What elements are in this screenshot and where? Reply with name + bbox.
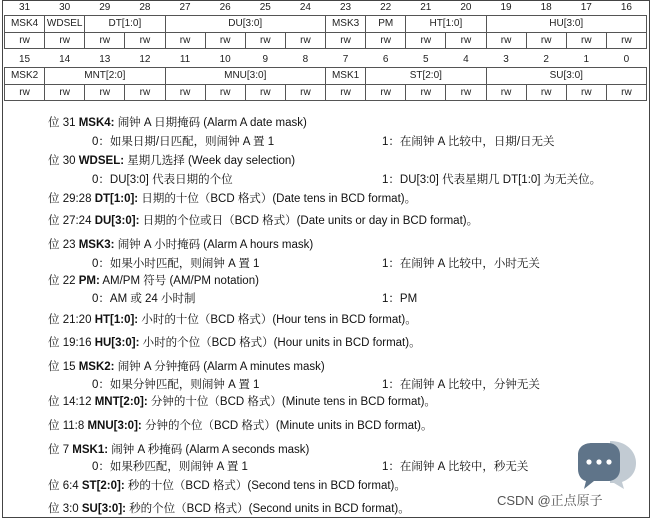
field-name: MNU[3:0]: — [87, 420, 142, 432]
access-cell: rw — [285, 33, 325, 49]
option-1: 1：DU[3:0] 代表星期几 DT[1:0] 为无关位。 — [382, 174, 602, 186]
field-name-cell: MSK4 — [5, 16, 45, 33]
bit-number-row — [5, 1, 647, 16]
field-name-cell: WDSEL — [45, 16, 85, 33]
field-name-cell: SU[3:0] — [486, 68, 647, 85]
bit-number: 17 — [580, 2, 592, 13]
register-table-high — [4, 1, 647, 49]
bit-position: 位 15 — [48, 361, 76, 373]
field-text: 小时的个位（BCD 格式）(Hour units in BCD format)。 — [142, 337, 421, 349]
bit-position: 位 11:8 — [48, 420, 85, 432]
option-1: 1：PM — [382, 293, 418, 305]
desc-msk4 — [48, 114, 307, 130]
field-name-cell: HT[1:0] — [406, 16, 486, 33]
bit-position: 位 29:28 — [48, 193, 92, 205]
field-text: 闹钟 A 小时掩码 (Alarm A hours mask) — [117, 239, 314, 251]
access-cell: rw — [486, 33, 526, 49]
access-cell: rw — [486, 85, 526, 101]
bit-number: 31 — [19, 2, 31, 13]
bit-number: 20 — [460, 2, 472, 13]
access-cell: rw — [245, 85, 285, 101]
bit-number: 16 — [620, 2, 632, 13]
access-cell: rw — [446, 33, 486, 49]
bit-number: 25 — [259, 2, 271, 13]
access-cell: rw — [245, 33, 285, 49]
bit-number: 7 — [342, 54, 349, 65]
option-1: 1：在闹钟 A 比较中，小时无关 — [382, 258, 540, 270]
field-text: 日期的个位或日（BCD 格式）(Date units or day in BCD format)。 — [142, 215, 479, 227]
desc-hu — [48, 334, 421, 350]
access-row — [5, 85, 647, 101]
desc-msk1 — [48, 441, 309, 457]
field-name-cell: ST[2:0] — [366, 68, 486, 85]
bit-number: 29 — [99, 2, 111, 13]
field-text: 闹钟 A 日期掩码 (Alarm A date mask) — [117, 117, 307, 129]
bit-number: 13 — [99, 54, 111, 65]
bit-number: 0 — [623, 54, 630, 65]
bit-number: 6 — [382, 54, 389, 65]
field-name: WDSEL: — [78, 155, 125, 167]
access-cell: rw — [45, 33, 85, 49]
field-name-cell: HU[3:0] — [486, 16, 647, 33]
bit-number: 14 — [59, 54, 71, 65]
access-cell: rw — [606, 85, 646, 101]
watermark: CSDN @正点原子 — [497, 493, 603, 508]
field-text: 闹钟 A 分钟掩码 (Alarm A minutes mask) — [117, 361, 325, 373]
access-cell: rw — [285, 85, 325, 101]
access-cell: rw — [326, 85, 366, 101]
field-name: SU[3:0]: — [81, 503, 126, 515]
access-cell: rw — [566, 85, 606, 101]
access-cell: rw — [366, 33, 406, 49]
access-cell: rw — [85, 33, 125, 49]
option-0: 0：如果日期/日匹配，则闹钟 A 置 1 — [92, 136, 275, 148]
desc-mnt — [48, 393, 436, 409]
access-cell: rw — [5, 85, 45, 101]
bit-number: 27 — [179, 2, 191, 13]
field-text: 星期几选择 (Week day selection) — [127, 155, 296, 167]
access-cell: rw — [366, 85, 406, 101]
field-name: PM: — [78, 275, 100, 287]
bit-position: 位 30 — [48, 155, 76, 167]
field-name-cell: MSK2 — [5, 68, 45, 85]
bit-number: 26 — [219, 2, 231, 13]
access-cell: rw — [165, 33, 205, 49]
field-text: 日期的十位（BCD 格式）(Date tens in BCD format)。 — [141, 193, 417, 205]
desc-dt — [48, 190, 416, 206]
bit-position: 位 23 — [48, 239, 76, 251]
bit-number: 8 — [302, 54, 309, 65]
desc-pm — [48, 272, 259, 288]
desc-su — [48, 500, 410, 516]
bit-number: 11 — [179, 54, 191, 65]
desc-st — [48, 477, 406, 493]
bit-number: 10 — [219, 54, 231, 65]
bit-number: 18 — [540, 2, 552, 13]
access-cell: rw — [406, 33, 446, 49]
access-cell: rw — [566, 33, 606, 49]
bit-number: 2 — [543, 54, 549, 65]
access-cell: rw — [45, 85, 85, 101]
option-0: 0：DU[3:0] 代表日期的个位 — [92, 174, 233, 186]
desc-wdsel — [48, 152, 295, 168]
access-cell: rw — [85, 85, 125, 101]
access-cell: rw — [606, 33, 646, 49]
field-text: 秒的十位（BCD 格式）(Second tens in BCD format)。 — [127, 480, 406, 492]
bit-position: 位 14:12 — [48, 396, 92, 408]
desc-msk2 — [48, 358, 325, 374]
bit-number: 4 — [463, 54, 469, 65]
access-row — [5, 33, 647, 49]
field-name: MSK4: — [78, 117, 115, 129]
bit-number: 21 — [420, 2, 432, 13]
desc-mnu — [48, 417, 433, 433]
bit-number: 12 — [139, 54, 151, 65]
access-cell: rw — [446, 85, 486, 101]
bit-position: 位 31 — [48, 117, 76, 129]
bit-number: 23 — [340, 2, 352, 13]
access-cell: rw — [5, 33, 45, 49]
bit-position: 位 21:20 — [48, 314, 92, 326]
option-0: 0：如果分钟匹配，则闹钟 A 置 1 — [92, 379, 260, 391]
bit-number: 30 — [59, 2, 71, 13]
bit-number: 1 — [583, 54, 590, 65]
field-name: MSK1: — [72, 444, 109, 456]
field-name: DU[3:0]: — [94, 215, 140, 227]
bit-number: 3 — [503, 54, 509, 65]
bit-number: 19 — [500, 2, 512, 13]
field-name: MSK2: — [78, 361, 115, 373]
field-name: MSK3: — [78, 239, 115, 251]
access-cell: rw — [326, 33, 366, 49]
bit-position: 位 3:0 — [48, 503, 79, 515]
register-table-low — [4, 53, 647, 101]
option-0: 0：如果小时匹配，则闹钟 A 置 1 — [92, 258, 260, 270]
field-text: 闹钟 A 秒掩码 (Alarm A seconds mask) — [111, 444, 310, 456]
bit-position: 位 7 — [48, 444, 70, 456]
access-cell: rw — [205, 33, 245, 49]
access-cell: rw — [406, 85, 446, 101]
access-cell: rw — [526, 33, 566, 49]
field-text: 分钟的个位（BCD 格式）(Minute units in BCD format)。 — [144, 420, 433, 432]
access-cell: rw — [205, 85, 245, 101]
field-text: 小时的十位（BCD 格式）(Hour tens in BCD format)。 — [141, 314, 417, 326]
bit-number: 22 — [380, 2, 392, 13]
field-name: HT[1:0]: — [94, 314, 139, 326]
option-0: 0：AM 或 24 小时制 — [92, 293, 196, 305]
field-name: HU[3:0]: — [94, 337, 140, 349]
bit-number: 5 — [423, 54, 429, 65]
bit-number-row — [5, 53, 647, 68]
field-name-cell: MNT[2:0] — [45, 68, 165, 85]
bit-number: 15 — [19, 54, 31, 65]
option-1: 1：在闹钟 A 比较中，日期/日无关 — [382, 136, 555, 148]
bit-number: 28 — [139, 2, 151, 13]
access-cell: rw — [165, 85, 205, 101]
option-0: 0：如果秒匹配，则闹钟 A 置 1 — [92, 461, 248, 473]
desc-ht — [48, 311, 417, 327]
field-text: AM/PM 符号 (AM/PM notation) — [102, 275, 259, 287]
field-name-cell: MSK3 — [326, 16, 366, 33]
field-name-cell: PM — [366, 16, 406, 33]
desc-du — [48, 212, 478, 228]
access-cell: rw — [526, 85, 566, 101]
bit-position: 位 6:4 — [48, 480, 79, 492]
field-name-row — [5, 16, 647, 33]
field-name: ST[2:0]: — [81, 480, 125, 492]
access-cell: rw — [125, 85, 165, 101]
field-text: 分钟的十位（BCD 格式）(Minute tens in BCD format)。 — [150, 396, 436, 408]
field-name-cell: MSK1 — [326, 68, 366, 85]
field-name-cell: MNU[3:0] — [165, 68, 326, 85]
option-1: 1：在闹钟 A 比较中，秒无关 — [382, 461, 529, 473]
desc-msk3 — [48, 236, 313, 252]
field-name: MNT[2:0]: — [94, 396, 148, 408]
chat-bubble-icon — [574, 437, 642, 493]
field-name: DT[1:0]: — [94, 193, 139, 205]
bit-number: 24 — [299, 2, 311, 13]
bit-number: 9 — [262, 54, 269, 65]
field-name-row — [5, 68, 647, 85]
access-cell: rw — [125, 33, 165, 49]
field-name-cell: DU[3:0] — [165, 16, 326, 33]
bit-position: 位 27:24 — [48, 215, 92, 227]
field-text: 秒的个位（BCD 格式）(Second units in BCD format)。 — [129, 503, 410, 515]
bit-position: 位 19:16 — [48, 337, 92, 349]
option-1: 1：在闹钟 A 比较中，分钟无关 — [382, 379, 540, 391]
bit-position: 位 22 — [48, 275, 76, 287]
field-name-cell: DT[1:0] — [85, 16, 165, 33]
